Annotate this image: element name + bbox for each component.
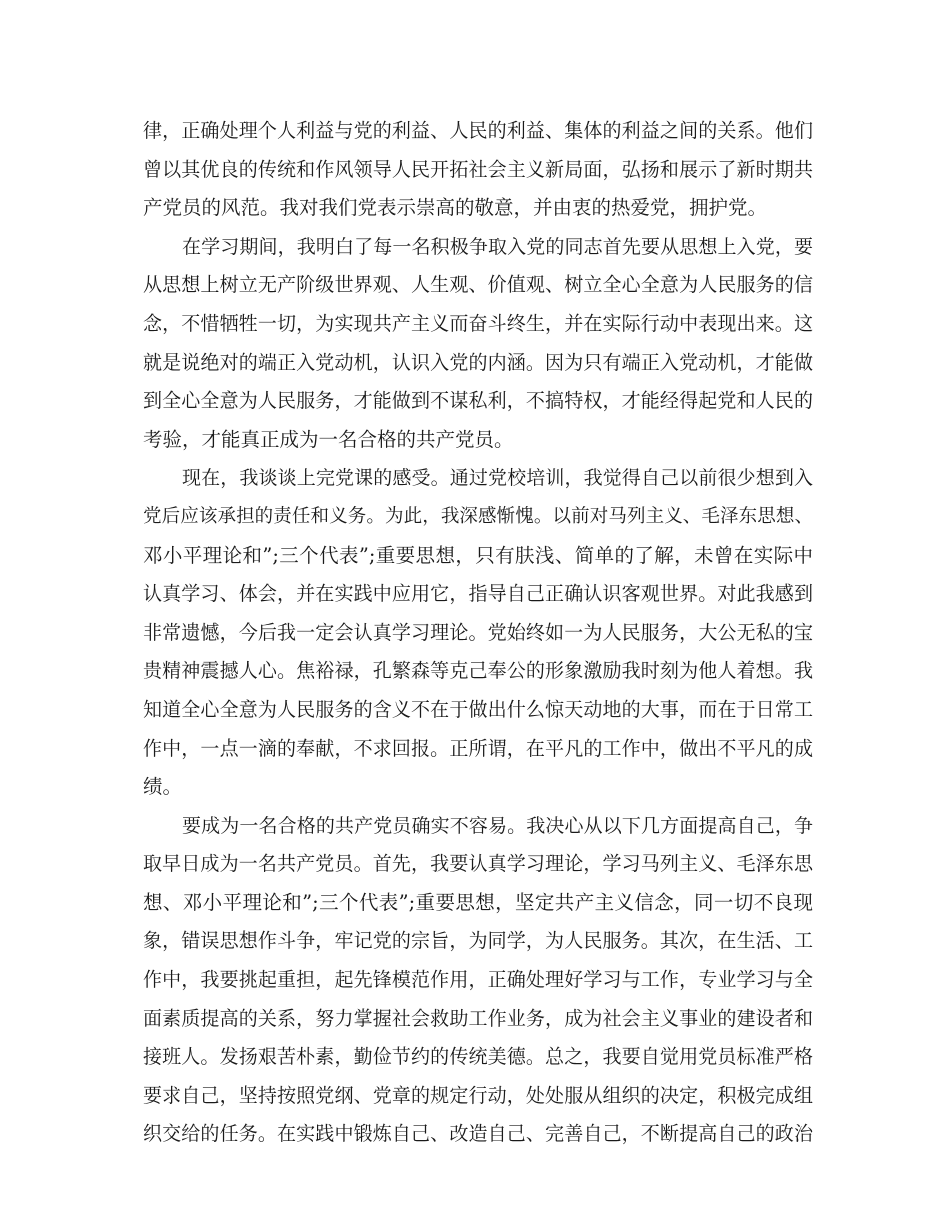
text-line: 接班人。发扬艰苦朴素，勤俭节约的传统美德。总之，我要自觉用党员标准严格 <box>143 1046 813 1069</box>
text-line: 贵精神震撼人心。焦裕禄，孔繁森等克己奉公的形象激励我时刻为他人着想。我 <box>143 660 813 683</box>
text-line: 象，错误思想作斗争，牢记党的宗旨，为同学，为人民服务。其次，在生活、工 <box>143 930 813 953</box>
text-line: 考验，才能真正成为一名合格的共产党员。 <box>143 427 514 451</box>
text-line: 取早日成为一名共产党员。首先，我要认真学习理论，学习马列主义、毛泽东思 <box>143 853 813 876</box>
text-line: 现在，我谈谈上完党课的感受。通过党校培训，我觉得自己以前很少想到入 <box>182 467 813 490</box>
text-line: 曾以其优良的传统和作风领导人民开拓社会主义新局面，弘扬和展示了新时期共 <box>143 158 813 181</box>
text-line: 作中，我要挑起重担，起先锋模范作用，正确处理好学习与工作，专业学习与全 <box>143 969 813 992</box>
text-line: 要成为一名合格的共产党员确实不容易。我决心从以下几方面提高自己，争 <box>182 814 813 837</box>
text-line: 到全心全意为人民服务，才能做到不谋私利，不搞特权，才能经得起党和人民的 <box>143 390 813 413</box>
text-line: 就是说绝对的端正入党动机，认识入党的内涵。因为只有端正入党动机，才能做 <box>143 351 813 374</box>
text-line: 在学习期间，我明白了每一名积极争取入党的同志首先要从思想上入党，要 <box>182 235 813 258</box>
text-line: 党后应该承担的责任和义务。为此，我深感惭愧。以前对马列主义、毛泽东思想、 <box>143 505 813 527</box>
text-line: 绩。 <box>143 775 183 799</box>
text-line: 想、邓小平理论和”;三个代表”;重要思想，坚定共产主义信念，同一切不良现 <box>143 890 813 914</box>
text-line: 念，不惜牺牲一切，为实现共产主义而奋斗终生，并在实际行动中表现出来。这 <box>143 312 813 335</box>
text-line: 要求自己，坚持按照党纲、党章的规定行动，处处服从组织的决定，积极完成组 <box>143 1084 813 1107</box>
body-text <box>143 112 813 1154</box>
text-line: 非常遗憾，今后我一定会认真学习理论。党始终如一为人民服务，大公无私的宝 <box>143 621 813 644</box>
text-line: 织交给的任务。在实践中锻炼自己、改造自己、完善自己，不断提高自己的政治 <box>143 1123 813 1146</box>
text-line: 邓小平理论和”;三个代表”;重要思想，只有肤浅、简单的了解，未曾在实际中 <box>143 543 813 567</box>
text-line: 知道全心全意为人民服务的含义不在于做出什么惊天动地的大事，而在于日常工 <box>143 698 813 721</box>
text-line: 律，正确处理个人利益与党的利益、人民的利益、集体的利益之间的关系。他们 <box>143 120 813 142</box>
text-line: 认真学习、体会，并在实践中应用它，指导自己正确认识客观世界。对此我感到 <box>143 583 813 606</box>
text-line: 作中，一点一滴的奉献，不求回报。正所谓，在平凡的工作中，做出不平凡的成 <box>143 737 813 760</box>
text-line: 从思想上树立无产阶级世界观、人生观、价值观、树立全心全意为人民服务的信 <box>143 274 813 297</box>
text-line: 产党员的风范。我对我们党表示崇高的敬意，并由衷的热爱党，拥护党。 <box>143 196 768 220</box>
text-line: 面素质提高的关系，努力掌握社会救助工作业务，成为社会主义事业的建设者和 <box>143 1007 813 1030</box>
